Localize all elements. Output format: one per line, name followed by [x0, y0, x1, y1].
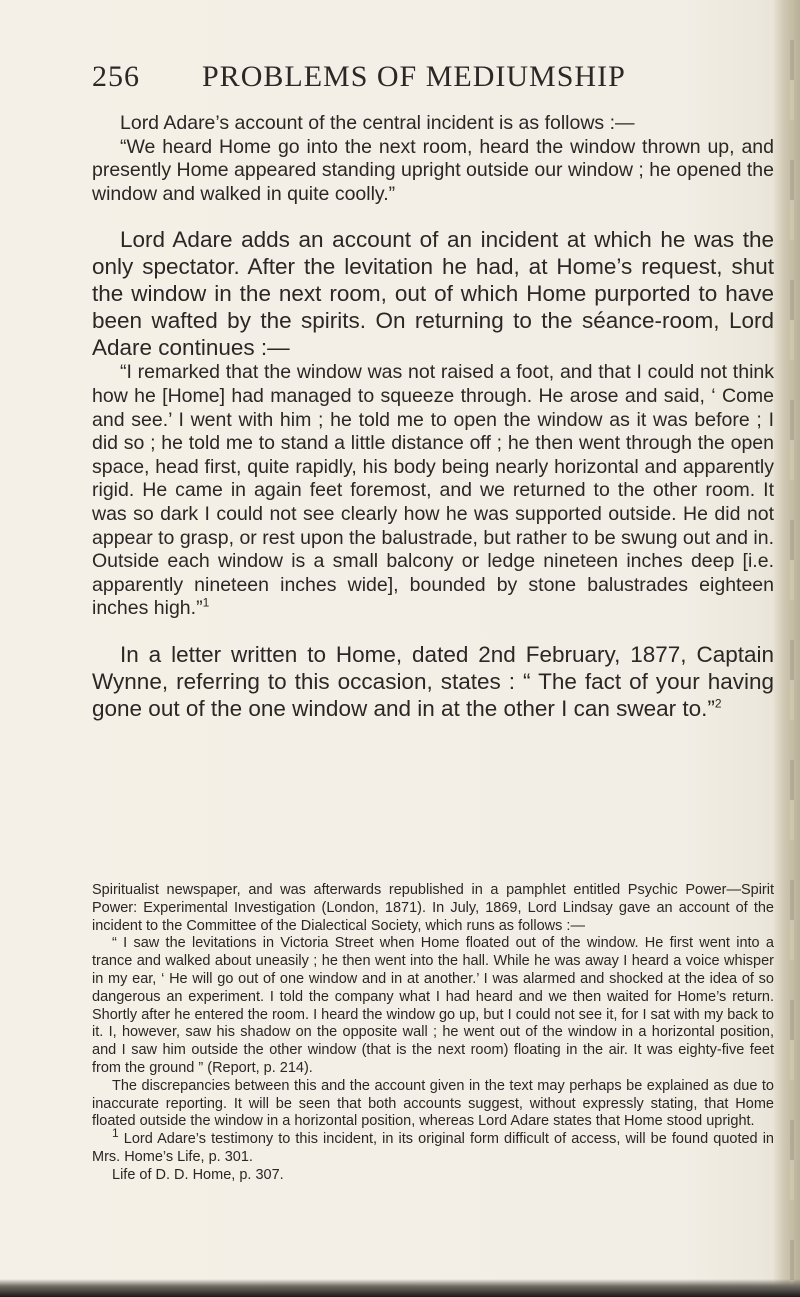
footnote-1-mark: 1: [112, 1126, 119, 1141]
page-number: 256: [92, 60, 140, 93]
note-quote: “ I saw the levitations in Victoria Street when Home floated out of the window. He first went into a trance and walked about uneasily ; he then went into the hall. While he was away I heard a voice whisper in my ear, ‘ He will go out of one window and in at another.’ I was alarmed and shocked at the idea of so dangerous an experiment. I told the company what I had heard and we then waited for Home’s return. Shortly after he entered the room. I heard the window go up, but I could not see it, for I sat with my back to it. I, however, saw his shadow on the opposite wall ; he went out of the window in a horizontal position, and I saw him outside the other window (that is the next room) floating in the air. It was eighty-five feet from the ground ” (Report, p. 214).: [92, 935, 774, 1076]
footnote-1: [92, 1126, 774, 1167]
footnote-ref-2: 2: [714, 696, 722, 711]
page-edge: [774, 0, 800, 1297]
paragraph-1: Lord Adare’s account of the central incident is as follows :—: [120, 112, 635, 134]
footnote-2: Life of D. D. Home, p. 307.: [112, 1166, 284, 1183]
page-bottom-shadow: [0, 1279, 800, 1297]
note-discrepancies: The discrepancies between this and the account given in the text may perhaps be explained as due to inaccurate reporting. It will be seen that both accounts suggest, without expressly stating, that Home floated outside the window in a horizontal position, whereas Lord Adare states that Home stood upright.: [92, 1077, 774, 1130]
footnote-1-text: Lord Adare’s testimony to this incident, in its original form difficult of access, will be found quoted in Mrs. Home’s Life, p. 301.: [92, 1131, 774, 1165]
paragraph-4: [92, 361, 774, 621]
paragraph-4-text: “I remarked that the window was not raised a foot, and that I could not think how he [Home] had managed to squeeze through. He arose and said, ‘ Come and see.’ I went with him ; he told me to open the window as it was before ; I did so ; he told me to stand a little distance off ; he then went through the open space, head first, quite rapidly, his body being nearly horizontal and apparently rigid. He came in again feet foremost, and we returned to the other room. It was so dark I could not see clearly how he was supported outside. He did not appear to grasp, or rest upon the balustrade, but rather to be swung out and in. Outside each window is a small balcony or ledge nineteen inches deep [i.e. apparently nineteen inches wide], bounded by stone balustrades eighteen inches high.”: [92, 361, 774, 620]
footnote-ref-1: 1: [202, 595, 210, 610]
paragraph-3: Lord Adare adds an account of an incident at which he was the only spectator. After the levitation he had, at Home’s request, shut the window in the next room, out of which Home purported to have been wafted by the spirits. On returning to the séance-room, Lord Adare continues :—: [92, 227, 774, 361]
paragraph-5: [92, 641, 774, 722]
page-edge-stripe: [790, 0, 794, 1297]
note-continuation: Spiritualist newspaper, and was afterwards republished in a pamphlet entitled Psychic Power—Spirit Power: Experimental Investigation (London, 1871). In July, 1869, Lord Lindsay gave an account of the incident to the Committee of the Dialectical Society, which runs as follows :—: [92, 882, 774, 934]
running-title: PROBLEMS OF MEDIUMSHIP: [202, 60, 626, 93]
notes-section: [92, 882, 774, 1185]
main-text: [92, 112, 774, 722]
paragraph-5-text: In a letter written to Home, dated 2nd February, 1877, Captain Wynne, referring to this occasion, states : “ The fact of your having gone out of the one window and in at the other I can swear to.”: [92, 641, 774, 721]
paragraph-2: “We heard Home go into the next room, heard the window thrown up, and presently Home appeared standing upright outside our window ; he opened the window and walked in quite coolly.”: [92, 135, 774, 205]
running-header: [92, 60, 772, 94]
